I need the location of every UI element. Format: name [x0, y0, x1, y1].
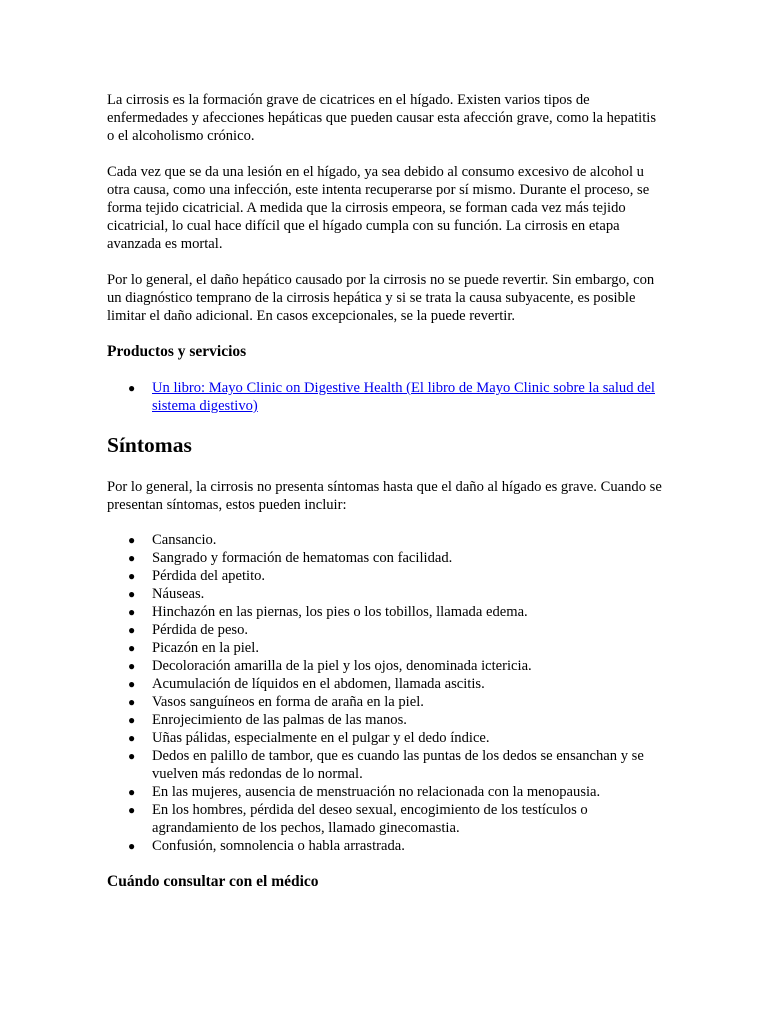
list-item	[107, 675, 665, 693]
list-item	[107, 531, 665, 549]
bullet-icon: ●	[128, 713, 136, 727]
list-item	[107, 585, 665, 603]
list-item	[107, 621, 665, 639]
bullet-icon: ●	[128, 695, 136, 709]
list-item	[107, 657, 665, 675]
list-item-text: Náuseas.	[152, 586, 205, 602]
bullet-icon: ●	[128, 623, 136, 637]
list-item-text: Vasos sanguíneos en forma de araña en la piel.	[152, 694, 424, 710]
list-item-text: Pérdida del apetito.	[152, 568, 266, 584]
list-item-text: Decoloración amarilla de la piel y los ojos, denominada ictericia.	[152, 658, 532, 674]
list-item-text: Sangrado y formación de hematomas con facilidad.	[152, 550, 453, 566]
bullet-icon: ●	[128, 533, 136, 547]
bullet-icon: ●	[128, 731, 136, 745]
list-item-text: Dedos en palillo de tambor, que es cuando las puntas de los dedos se ensanchan y se vuelven más redondas de lo normal.	[152, 748, 644, 782]
document-page	[107, 91, 665, 892]
bullet-icon: ●	[128, 605, 136, 619]
list-item	[107, 379, 665, 415]
list-item	[107, 747, 665, 783]
list-item-text: Enrojecimiento de las palmas de las manos.	[152, 712, 407, 728]
list-item	[107, 783, 665, 801]
list-item	[107, 603, 665, 621]
list-item-text: Hinchazón en las piernas, los pies o los tobillos, llamada edema.	[152, 604, 528, 620]
intro-paragraph-1: La cirrosis es la formación grave de cicatrices en el hígado. Existen varios tipos de enfermedades y afecciones hepáticas que pueden causar esta afección grave, como la hepatitis o el alcoholismo crónico.	[107, 92, 657, 144]
bullet-icon: ●	[128, 659, 136, 673]
list-item	[107, 729, 665, 747]
symptoms-list	[107, 531, 665, 855]
list-item-text: Cansancio.	[152, 532, 217, 548]
bullet-icon: ●	[128, 641, 136, 655]
bullet-icon: ●	[128, 839, 136, 853]
list-item-text: Picazón en la piel.	[152, 640, 259, 656]
bullet-icon: ●	[128, 587, 136, 601]
bullet-icon: ●	[128, 803, 136, 817]
bullet-icon: ●	[128, 677, 136, 691]
products-heading: Productos y servicios	[107, 343, 247, 360]
symptoms-heading: Síntomas	[107, 433, 192, 457]
bullet-icon: ●	[128, 749, 136, 763]
book-link[interactable]: Un libro: Mayo Clinic on Digestive Health (El libro de Mayo Clinic sobre la salud del sistema digestivo)	[152, 380, 655, 414]
intro-paragraph-3: Por lo general, el daño hepático causado por la cirrosis no se puede revertir. Sin embargo, con un diagnóstico temprano de la cirrosis hepática y si se trata la causa subyacente, es posible limitar el daño adicional. En casos excepcionales, se la puede revertir.	[107, 272, 655, 324]
products-list	[107, 379, 665, 415]
list-item-text: Acumulación de líquidos en el abdomen, llamada ascitis.	[152, 676, 485, 692]
list-item-text: Uñas pálidas, especialmente en el pulgar y el dedo índice.	[152, 730, 490, 746]
intro-paragraph-2: Cada vez que se da una lesión en el hígado, ya sea debido al consumo excesivo de alcohol u otra causa, como una infección, este intenta recuperarse por sí mismo. Durante el proceso, se forma tejido cicatricial. A medida que la cirrosis empeora, se forman cada vez más tejido cicatricial, lo cual hace difícil que el hígado cumpla con su función. La cirrosis en etapa avanzada es mortal.	[107, 164, 650, 252]
list-item-text: Confusión, somnolencia o habla arrastrada.	[152, 838, 405, 854]
list-item-text: En las mujeres, ausencia de menstruación no relacionada con la menopausia.	[152, 784, 601, 800]
when-to-see-doctor-heading: Cuándo consultar con el médico	[107, 873, 319, 890]
list-item-text: Pérdida de peso.	[152, 622, 249, 638]
list-item	[107, 693, 665, 711]
list-item	[107, 567, 665, 585]
symptoms-intro: Por lo general, la cirrosis no presenta síntomas hasta que el daño al hígado es grave. Cuando se presentan síntomas, estos pueden incluir:	[107, 479, 662, 513]
list-item-text: En los hombres, pérdida del deseo sexual, encogimiento de los testículos o agrandamiento de los pechos, llamado ginecomastia.	[152, 802, 588, 836]
list-item	[107, 711, 665, 729]
bullet-icon: ●	[128, 551, 136, 565]
list-item	[107, 801, 665, 837]
list-item	[107, 837, 665, 855]
list-item	[107, 639, 665, 657]
list-item	[107, 549, 665, 567]
bullet-icon: ●	[128, 569, 136, 583]
bullet-icon: ●	[128, 381, 136, 395]
bullet-icon: ●	[128, 785, 136, 799]
